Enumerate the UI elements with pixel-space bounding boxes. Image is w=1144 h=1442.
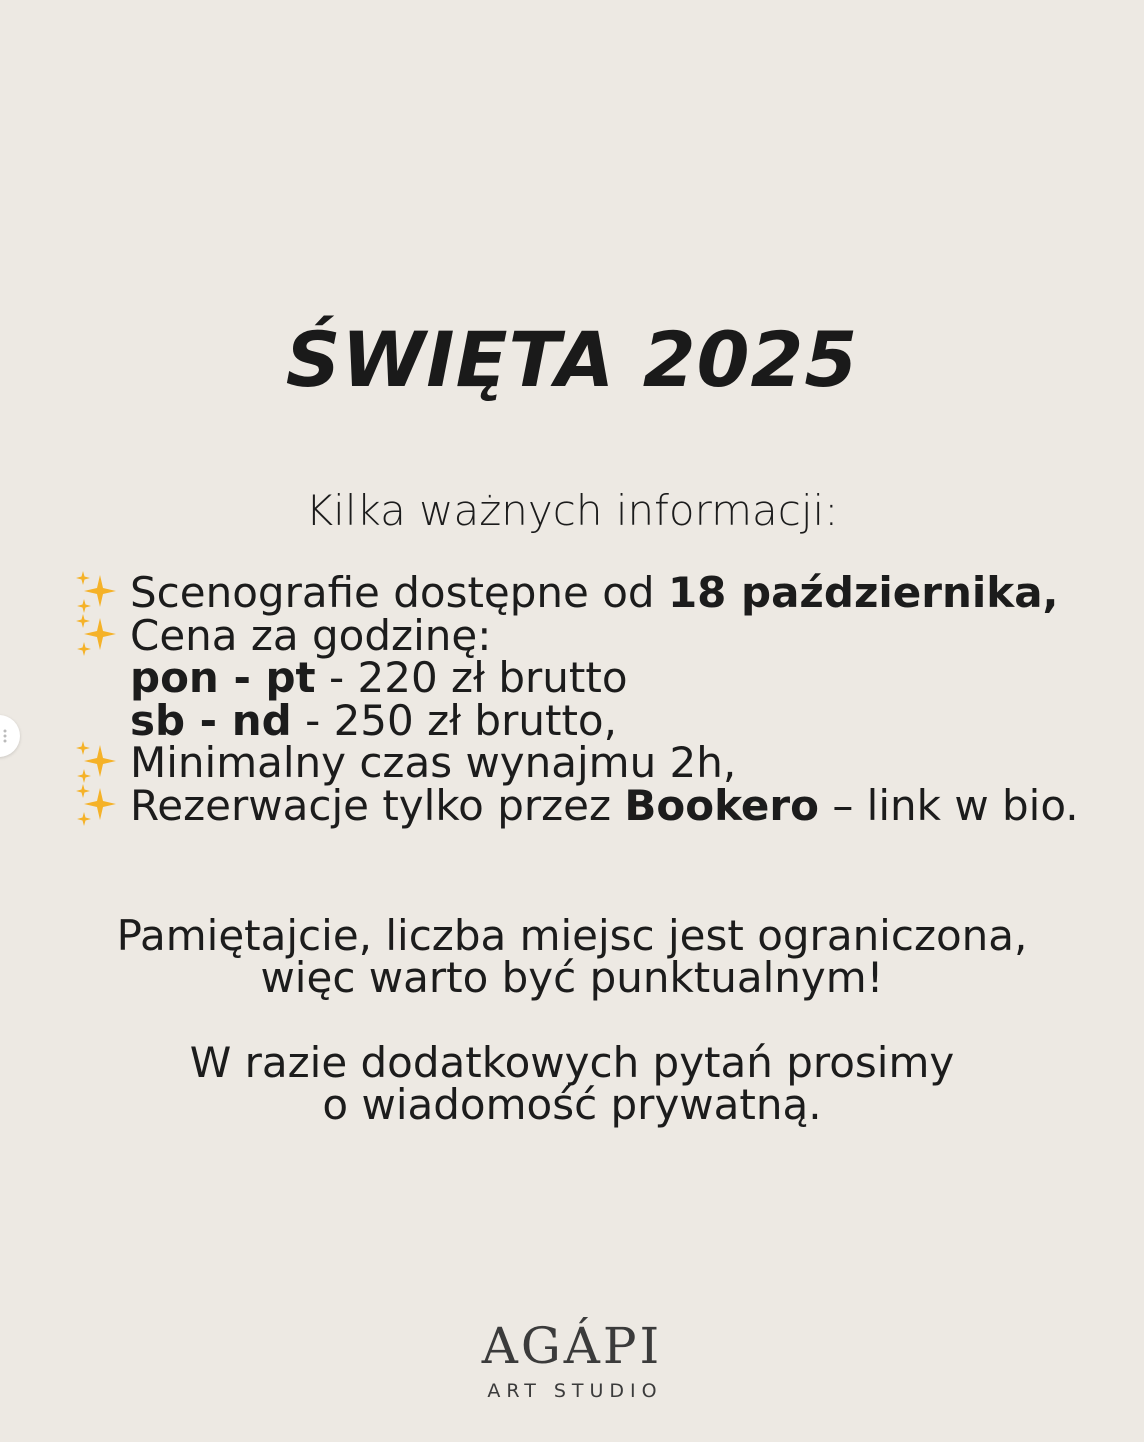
studio-logo <box>0 1316 1144 1404</box>
list-item <box>72 610 1112 660</box>
info-list <box>72 568 1112 830</box>
booking-service: Bookero <box>624 780 819 830</box>
reminder-line-2: więc warto być punktualnym! <box>260 953 884 1002</box>
page-title: ŚWIĘTA 2025 <box>285 315 859 404</box>
price-value: - 220 zł brutto <box>315 653 628 702</box>
list-item <box>72 780 1112 830</box>
contact-line-2: o wiadomość prywatną. <box>322 1080 822 1129</box>
reminder-line-1: Pamiętajcie, liczba miejsc jest ograniczona, <box>116 911 1028 960</box>
item-text: Cena za godzinę: <box>130 610 492 660</box>
sparkles-icon <box>72 569 120 617</box>
item-text: Scenografie dostępne od <box>130 568 668 617</box>
item-date: 18 października, <box>667 568 1059 617</box>
chevron-left-icon <box>2 728 12 744</box>
price-row <box>72 695 1112 745</box>
price-days: pon - pt <box>130 653 316 702</box>
contact-paragraph <box>0 1038 1144 1129</box>
reminder-paragraph <box>0 911 1144 1002</box>
sparkles-icon <box>72 782 120 830</box>
intro-text: Kilka ważnych informacji: <box>305 486 839 535</box>
sparkles-icon <box>72 739 120 787</box>
sparkles-icon <box>72 612 120 660</box>
contact-line-1: W razie dodatkowych pytań prosimy <box>189 1038 955 1087</box>
logo-name: AGÁPI <box>481 1317 663 1375</box>
item-tail: – link w bio. <box>818 780 1079 830</box>
price-days: sb - nd <box>130 695 292 745</box>
item-text: Rezerwacje tylko przez <box>130 780 625 830</box>
logo-subtitle: ART STUDIO <box>487 1380 663 1402</box>
price-row <box>72 653 1112 702</box>
list-item <box>72 738 1112 787</box>
price-value: - 250 zł brutto, <box>291 695 617 745</box>
list-item <box>72 568 1112 617</box>
item-text: Minimalny czas wynajmu 2h, <box>130 738 737 787</box>
carousel-prev-button[interactable] <box>0 715 20 757</box>
